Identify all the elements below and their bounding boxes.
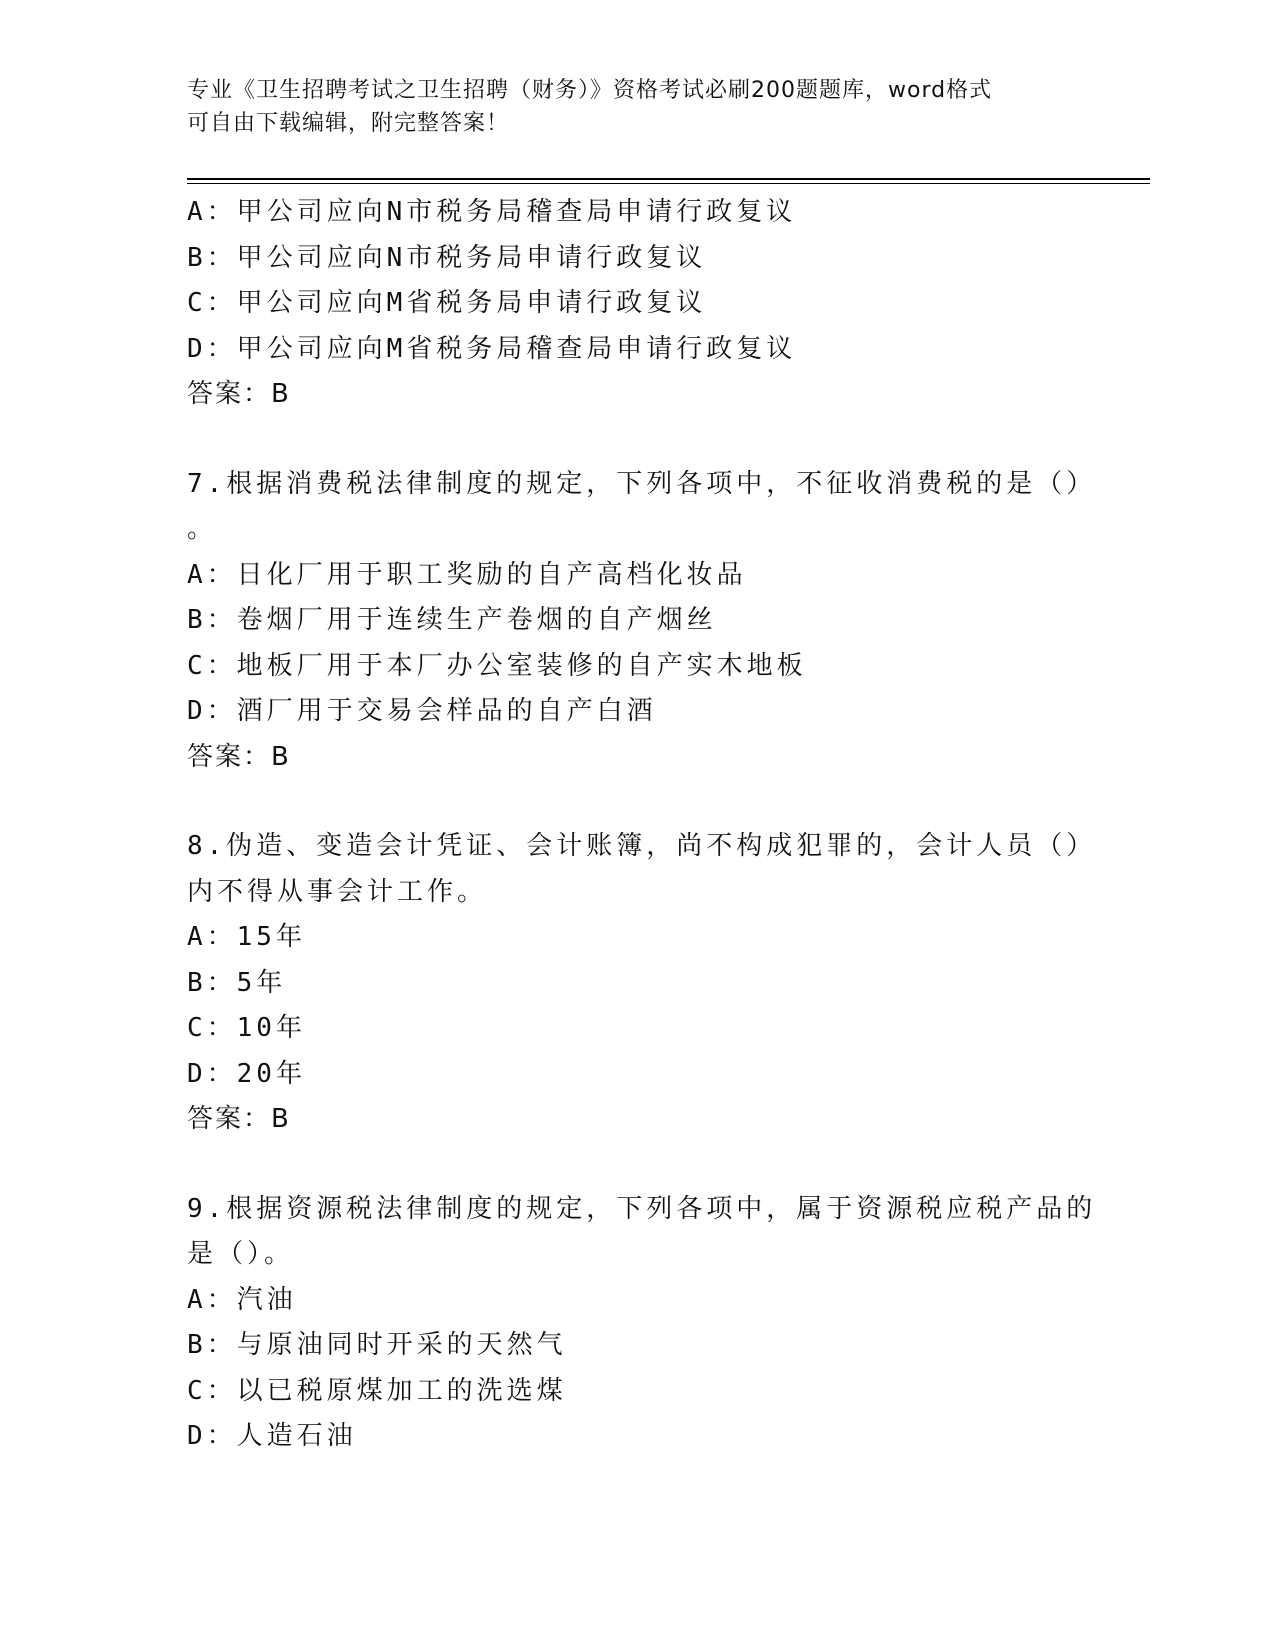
answer-line: 答案：B	[187, 741, 291, 772]
spacer	[187, 1143, 1067, 1187]
question-stem-line-2: 。	[187, 514, 218, 544]
option-a: A：15年	[187, 922, 306, 952]
header-line-2: 可自由下载编辑，附完整答案！	[187, 111, 510, 136]
question-stem-line-1: 7.根据消费税法律制度的规定，下列各项中，不征收消费税的是（）	[187, 468, 1097, 499]
spacer	[187, 780, 1067, 824]
header-line-1: 专业《卫生招聘考试之卫生招聘（财务）》资格考试必刷200题题库，word格式	[187, 78, 993, 103]
question-list	[187, 190, 1097, 1460]
option-c: C：甲公司应向M省税务局申请行政复议	[187, 288, 707, 318]
spacer	[187, 418, 1067, 462]
answer-line: 答案：B	[187, 379, 291, 409]
option-a: A：汽油	[187, 1284, 297, 1315]
option-d: D：酒厂用于交易会样品的自产白酒	[187, 696, 657, 726]
header-divider-thin	[187, 183, 1150, 184]
option-b: B：卷烟厂用于连续生产卷烟的自产烟丝	[187, 605, 717, 635]
option-b: B：与原油同时开采的天然气	[187, 1330, 567, 1360]
option-c: C：10年	[187, 1013, 306, 1043]
question-stem-line-2: 是（）。	[187, 1239, 295, 1269]
document-header	[187, 74, 1067, 140]
option-d: D：甲公司应向M省税务局稽查局申请行政复议	[187, 333, 797, 364]
question-stem-line-2: 内不得从事会计工作。	[187, 876, 488, 907]
header-divider-thick	[187, 178, 1150, 180]
question-7	[187, 462, 1097, 781]
option-b: B：5年	[187, 967, 287, 998]
question-9	[187, 1187, 1097, 1460]
option-d: D：20年	[187, 1058, 306, 1089]
option-a: A：日化厂用于职工奖励的自产高档化妆品	[187, 559, 747, 590]
question-6-continuation	[187, 190, 1067, 418]
option-b: B：甲公司应向N市税务局申请行政复议	[187, 242, 707, 273]
question-8	[187, 824, 1097, 1143]
option-a: A：甲公司应向N市税务局稽查局申请行政复议	[187, 197, 797, 227]
option-c: C：地板厂用于本厂办公室装修的自产实木地板	[187, 650, 807, 681]
question-stem-line-1: 9.根据资源税法律制度的规定，下列各项中，属于资源税应税产品的	[187, 1193, 1097, 1224]
question-stem-line-1: 8.伪造、变造会计凭证、会计账簿，尚不构成犯罪的，会计人员（）	[187, 831, 1097, 861]
option-d: D：人造石油	[187, 1421, 357, 1451]
option-c: C：以已税原煤加工的洗选煤	[187, 1375, 567, 1406]
answer-line: 答案：B	[187, 1104, 291, 1134]
